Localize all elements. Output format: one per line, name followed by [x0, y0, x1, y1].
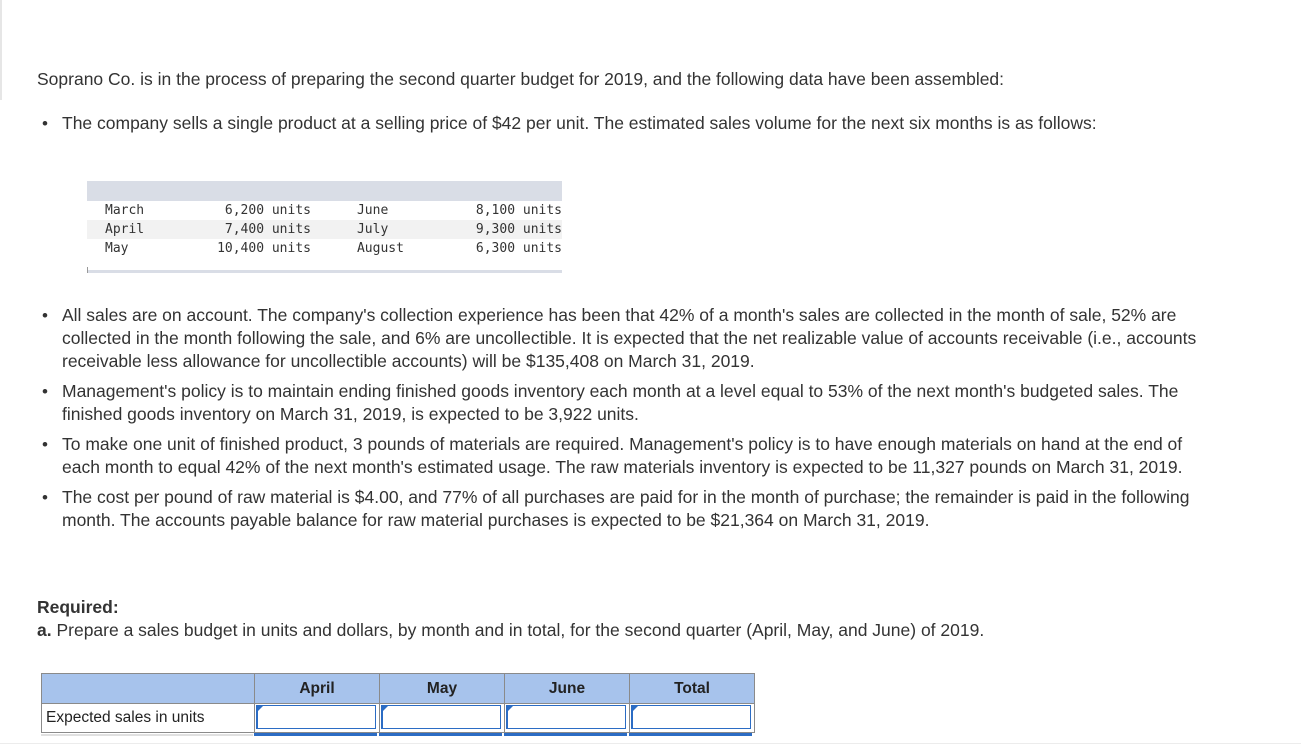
part-a-instruction: Prepare a sales budget in units and dollars, by month and in total, for the second quarter (April, May, and June) of 2019.: [51, 620, 985, 640]
sales-budget-table: [41, 673, 755, 733]
sales-volume-row: [87, 239, 562, 258]
sales-month-cell: May: [105, 241, 129, 256]
column-header-may: May: [380, 674, 505, 704]
header-blank-cell: [42, 674, 255, 704]
sales-units-cell: 10,400 units: [217, 241, 311, 256]
page-left-edge: [0, 0, 2, 100]
budget-header-row: [42, 674, 755, 704]
column-header-total: Total: [630, 674, 755, 704]
sales-units-cell: 6,200 units: [224, 203, 311, 218]
sales-volume-row: [87, 220, 562, 239]
required-heading: Required:: [37, 597, 119, 617]
sales-units-cell: 7,400 units: [224, 222, 311, 237]
bullet-collections: • All sales are on account. The company's collection experience has been that 42% of a month's sales are collected in the month of sale, 52% are collected in the month following the sale, and 6% are uncollectible. It is expected that the net realizable value of accounts receivable (i.e., accounts receivable less allowance for uncollectible accounts) will be $135,408 on March 31, 2019.: [37, 304, 1217, 373]
sales-box-header-band: [87, 181, 562, 201]
sales-month-cell: July: [356, 222, 389, 237]
part-a-label: a.: [37, 620, 52, 640]
sales-units-cell: 8,100 units: [475, 203, 562, 218]
bullet-list-assumptions: [37, 304, 1217, 539]
sales-month-cell: June: [356, 203, 389, 218]
sales-units-cell: 9,300 units: [475, 222, 562, 237]
bottom-divider: [0, 743, 1301, 744]
column-header-june: June: [505, 674, 630, 704]
bottom-cutoff: [0, 736, 1301, 755]
bullet-list-top: [37, 112, 1217, 142]
sales-volume-table: [87, 201, 562, 258]
sales-month-cell: March: [105, 203, 145, 218]
bullet-selling-price: • The company sells a single product at a selling price of $42 per unit. The estimated sales volume for the next six months is as follows:: [37, 112, 1217, 135]
april-units-input[interactable]: [256, 705, 376, 729]
sales-volume-box: [87, 181, 562, 273]
row-label-expected-sales-units: Expected sales in units: [42, 704, 255, 733]
expected-sales-units-row: [42, 704, 755, 733]
sales-box-footer-band: [87, 270, 562, 273]
column-header-april: April: [255, 674, 380, 704]
cell-total: [630, 704, 755, 733]
may-units-input[interactable]: [381, 705, 501, 729]
bullet-finished-goods-policy: • Management's policy is to maintain ending finished goods inventory each month at a level equal to 53% of the next month's budgeted sales. The finished goods inventory on March 31, 2019, is expected to be 3,922 units.: [37, 380, 1217, 426]
sales-volume-row: [87, 201, 562, 220]
required-section: [37, 596, 984, 642]
cell-june: [505, 704, 630, 733]
bullet-raw-material-cost: • The cost per pound of raw material is $4.00, and 77% of all purchases are paid for in the month of purchase; the remainder is paid in the following month. The accounts payable balance for raw material purchases is expected to be $21,364 on March 31, 2019.: [37, 486, 1217, 532]
intro-text: Soprano Co. is in the process of preparing the second quarter budget for 2019, and the following data have been assembled:: [37, 69, 1005, 89]
sales-month-cell: April: [105, 222, 145, 237]
bullet-materials-policy: • To make one unit of finished product, 3 pounds of materials are required. Management's policy is to have enough materials on hand at the end of each month to equal 42% of the next month's estimated usage. The raw materials inventory is expected to be 11,327 pounds on March 31, 2019.: [37, 433, 1217, 479]
cell-may: [380, 704, 505, 733]
sales-box-left-bar: [87, 267, 88, 273]
sales-units-cell: 6,300 units: [475, 241, 562, 256]
june-units-input[interactable]: [506, 705, 626, 729]
sales-month-cell: August: [356, 241, 404, 256]
total-units-input[interactable]: [631, 705, 751, 729]
cell-april: [255, 704, 380, 733]
